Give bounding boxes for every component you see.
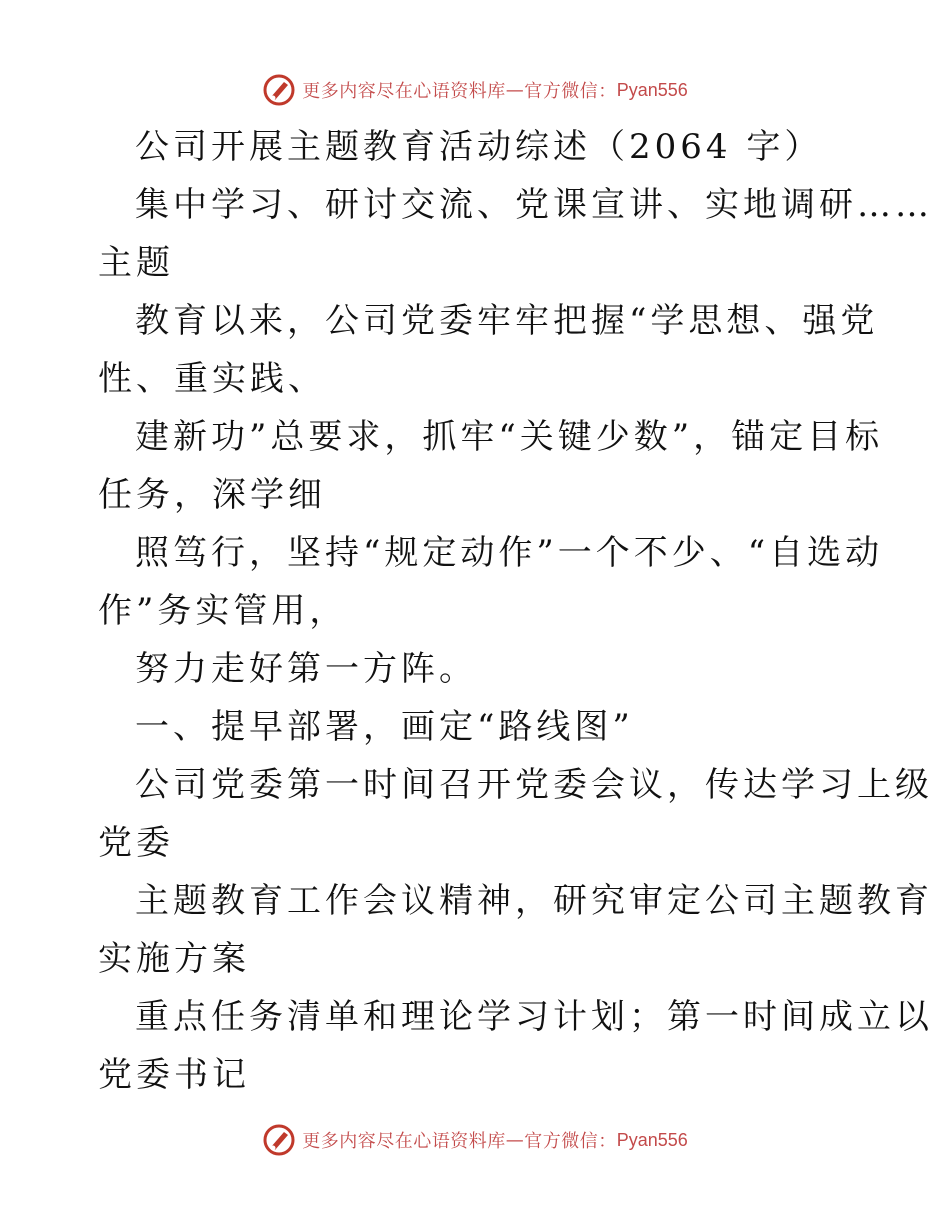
watermark-text: 更多内容尽在心语资料库	[302, 1131, 506, 1152]
paragraph-line: 努力走好第一方阵。	[135, 649, 477, 689]
paragraph-line: 集中学习、研讨交流、党课宣讲、实地调研……	[135, 185, 933, 225]
paragraph-line: 重点任务清单和理论学习计划；第一时间成立以	[135, 997, 933, 1037]
watermark-contact-id: Pyan556	[616, 79, 688, 100]
paragraph-line: 主题	[98, 243, 174, 283]
paragraph-line: 照笃行，坚持“规定动作”一个不少、“自选动	[135, 533, 884, 573]
paragraph-line: 公司党委第一时间召开党委会议，传达学习上级	[135, 765, 933, 805]
watermark-contact-label: 官方微信：	[524, 1131, 617, 1152]
watermark-footer	[0, 1120, 950, 1160]
paragraph-line: 建新功”总要求，抓牢“关键少数”，锚定目标	[135, 417, 884, 457]
paragraph-line: 实施方案	[98, 939, 250, 979]
paragraph-line: 主题教育工作会议精神，研究审定公司主题教育	[135, 881, 933, 921]
paragraph-line: 教育以来，公司党委牢牢把握“学思想、强党	[135, 301, 879, 341]
watermark-text: 更多内容尽在心语资料库	[302, 81, 506, 102]
paragraph-line: 作”务实管用，	[98, 591, 348, 631]
pen-logo-icon	[262, 1123, 296, 1157]
document-title: 公司开展主题教育活动综述（2064 字）	[135, 127, 823, 167]
document-body	[98, 118, 933, 1104]
watermark-separator: —	[505, 79, 525, 101]
watermark-contact-id: Pyan556	[616, 1129, 688, 1150]
pen-logo-icon	[262, 73, 296, 107]
watermark-separator: —	[505, 1129, 525, 1151]
watermark-header	[0, 70, 950, 110]
paragraph-line: 性、重实践、	[98, 359, 326, 399]
paragraph-line: 任务，深学细	[98, 475, 326, 515]
watermark-contact-label: 官方微信：	[524, 81, 617, 102]
paragraph-line: 党委书记	[98, 1055, 250, 1095]
section-heading: 一、提早部署，画定“路线图”	[135, 707, 634, 747]
paragraph-line: 党委	[98, 823, 174, 863]
